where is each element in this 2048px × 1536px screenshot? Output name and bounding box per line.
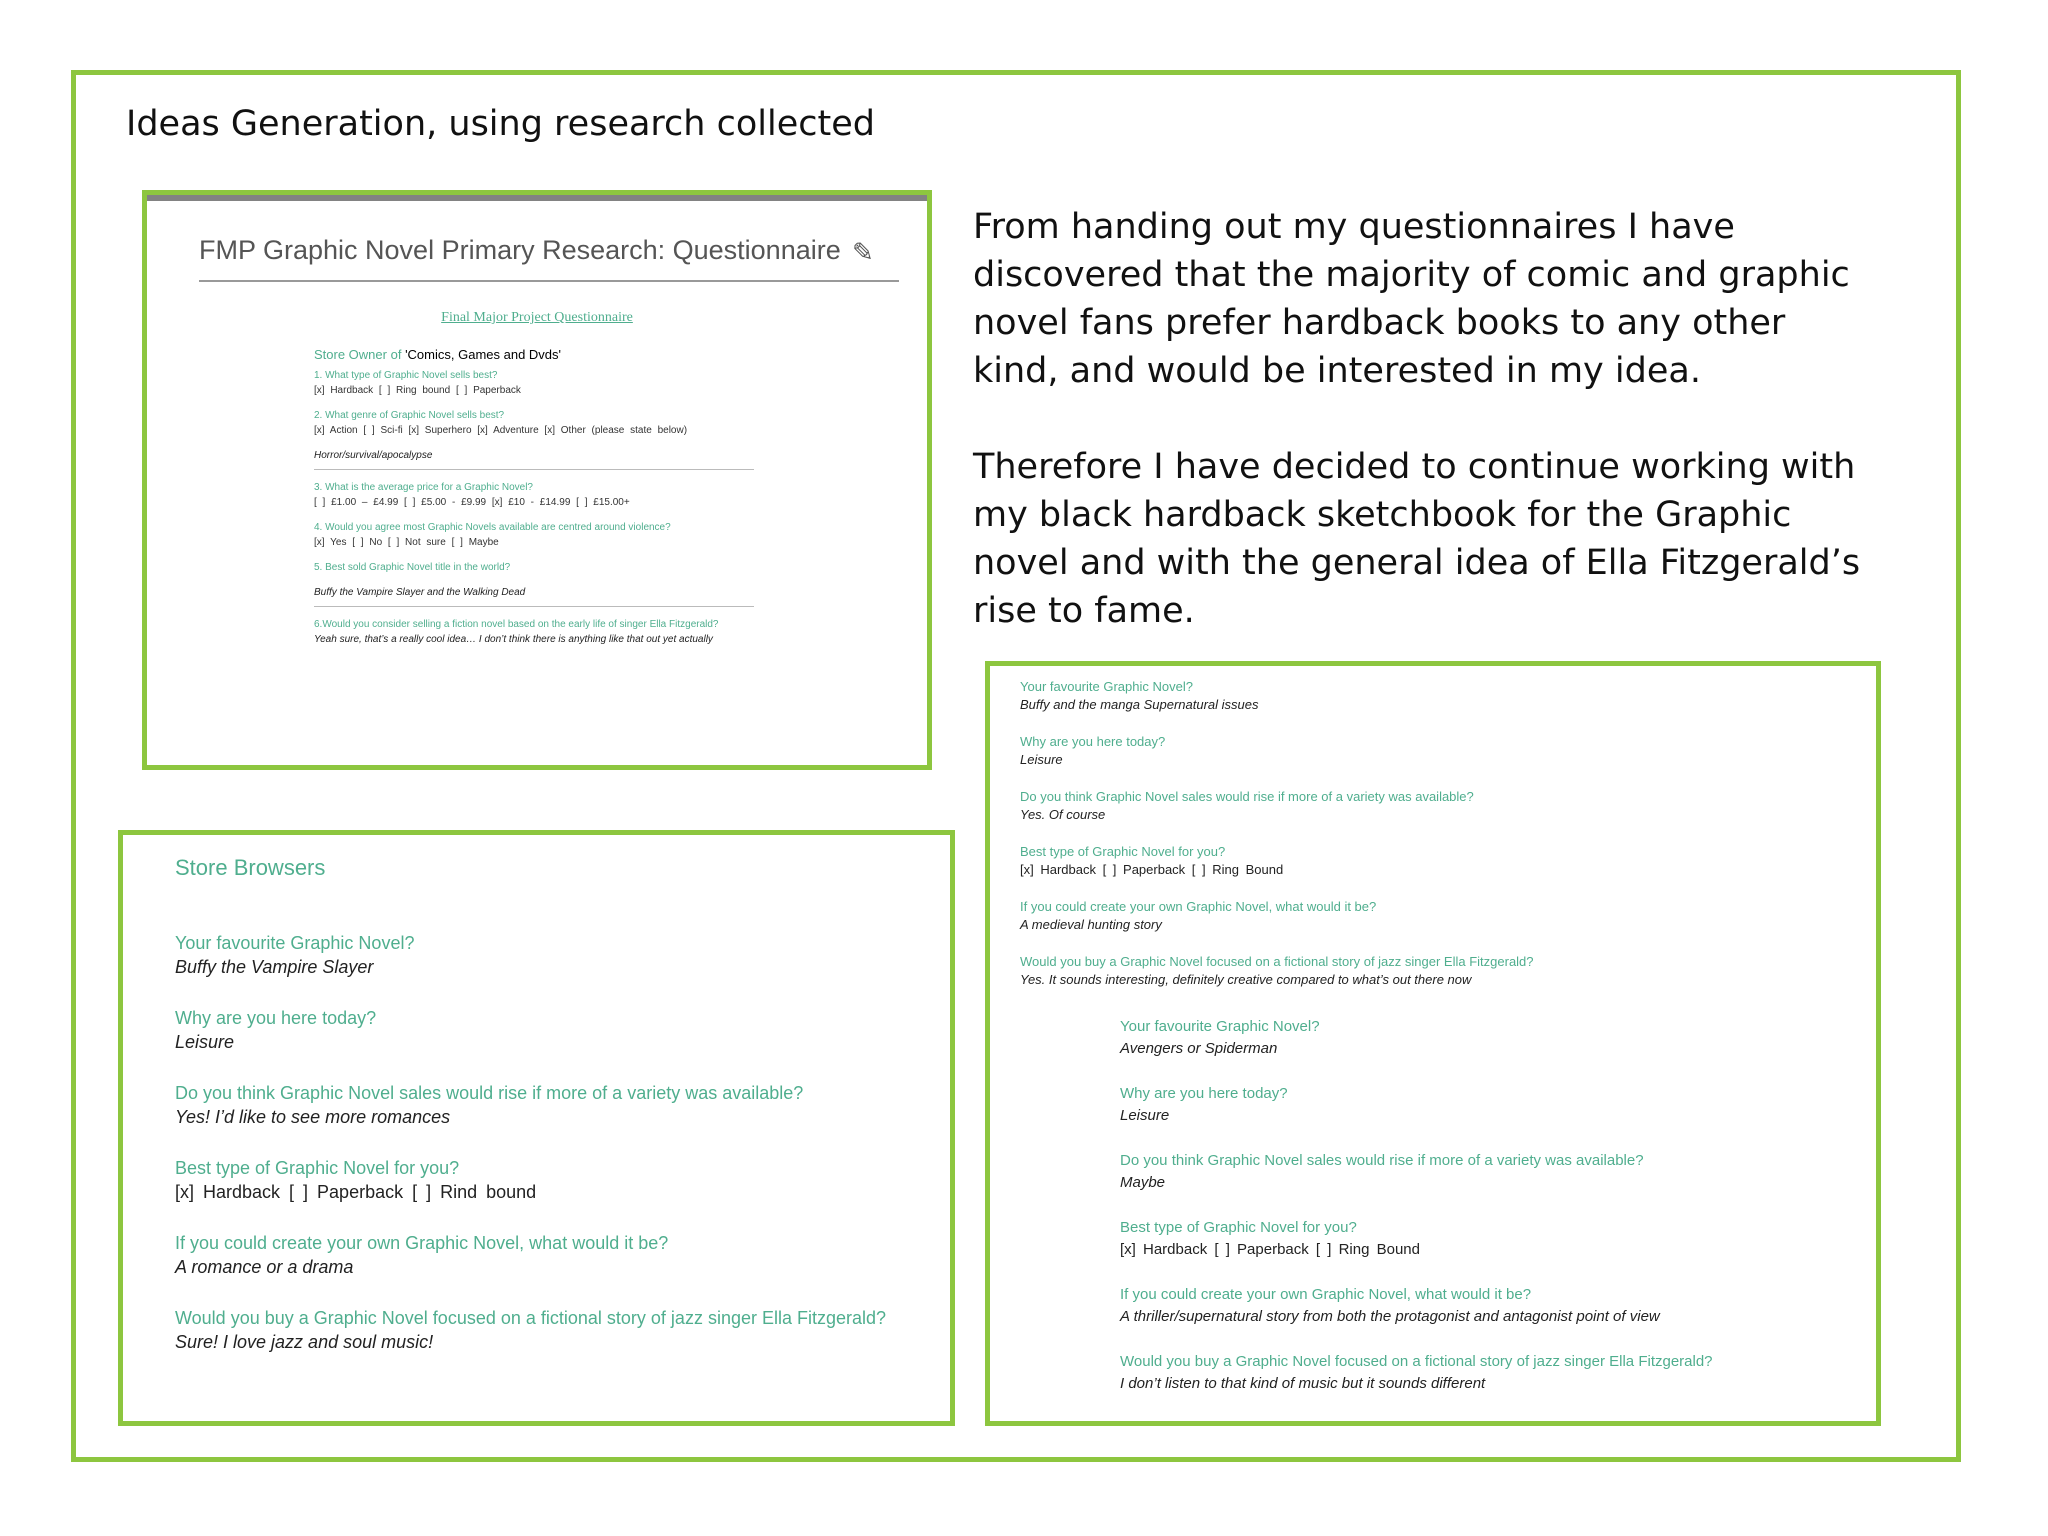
answer-text: Buffy the Vampire Slayer [175, 957, 374, 977]
question-text: Your favourite Graphic Novel? [1120, 1018, 1320, 1035]
list-item [1020, 678, 1850, 714]
decision-paragraph: Therefore I have decided to continue working with my black hardback sketchbook for the Graphic novel and with the general idea of Ella Fitzgerald’s rise to fame. [973, 447, 1861, 631]
list-item [1020, 788, 1850, 824]
question-2-answer: Horror/survival/apocalypse [314, 450, 433, 461]
list-item [1020, 843, 1850, 879]
answer-text: Avengers or Spiderman [1120, 1040, 1278, 1057]
question-3: 3. What is the average price for a Graphic Novel? [314, 482, 533, 493]
answer-text: Maybe [1120, 1174, 1166, 1191]
questionnaire-heading: FMP Graphic Novel Primary Research: Questionnaire [199, 235, 841, 265]
list-item [1120, 1351, 1860, 1395]
answer-text: Yes. Of course [1020, 807, 1106, 822]
question-text: Do you think Graphic Novel sales would rise if more of a variety was available? [1020, 789, 1474, 804]
question-4: 4. Would you agree most Graphic Novels available are centred around violence? [314, 522, 671, 533]
answer-text: I don’t listen to that kind of music but it sounds different [1120, 1375, 1486, 1392]
list-item [1020, 733, 1850, 769]
question-text: Would you buy a Graphic Novel focused on a fictional story of jazz singer Ella Fitzgerald? [1120, 1353, 1713, 1370]
list-item [175, 1306, 935, 1354]
answer-text: Yes! I’d like to see more romances [175, 1107, 451, 1127]
question-6: 6.Would you consider selling a fiction novel based on the early life of singer Ella Fitzgerald? [314, 619, 719, 630]
answer-text: Leisure [1020, 752, 1063, 767]
list-item [1120, 1083, 1860, 1127]
divider [314, 469, 754, 470]
list-item [1020, 898, 1850, 934]
question-text: Do you think Graphic Novel sales would rise if more of a variety was available? [1120, 1152, 1644, 1169]
answer-text: A medieval hunting story [1020, 917, 1162, 932]
questionnaire-image [142, 190, 932, 770]
question-text: Do you think Graphic Novel sales would rise if more of a variety was available? [175, 1083, 804, 1103]
questionnaire-subheading: Final Major Project Questionnaire [441, 310, 633, 325]
answer-text: Leisure [175, 1032, 235, 1052]
answer-text: A romance or a drama [175, 1257, 354, 1277]
list-item [1020, 953, 1850, 987]
pencil-icon: ✎ [852, 237, 874, 267]
question-text: Your favourite Graphic Novel? [1020, 679, 1193, 694]
question-text: Why are you here today? [1120, 1085, 1288, 1102]
findings-paragraph: From handing out my questionnaires I have discovered that the majority of comic and graphic novel fans prefer hardback books to any other kind, and would be interested in my idea. [973, 207, 1850, 391]
store-owner-label: Store Owner of [314, 347, 402, 362]
heading-rule [199, 280, 899, 282]
question-2: 2. What genre of Graphic Novel sells best? [314, 410, 505, 421]
list-item [175, 931, 935, 979]
store-browsers-title: Store Browsers [175, 855, 326, 880]
store-browsers-right-image [985, 661, 1881, 1426]
question-4-options: [x] Yes [ ] No [ ] Not sure [ ] Maybe [314, 537, 499, 548]
question-5-answer: Buffy the Vampire Slayer and the Walking Dead [314, 587, 526, 598]
list-item [1120, 1016, 1860, 1060]
question-text: Best type of Graphic Novel for you? [175, 1158, 460, 1178]
top-border-line [147, 195, 927, 201]
list-item [175, 1231, 935, 1279]
list-item [1120, 1150, 1860, 1194]
list-item [175, 1081, 935, 1129]
answer-text: Leisure [1120, 1107, 1170, 1124]
answer-text: [x] Hardback [ ] Paperback [ ] Ring Bound [1120, 1241, 1420, 1258]
question-text: Best type of Graphic Novel for you? [1020, 844, 1226, 859]
question-text: If you could create your own Graphic Novel, what would it be? [1020, 899, 1377, 914]
store-owner-value: 'Comics, Games and Dvds' [405, 347, 562, 362]
question-text: If you could create your own Graphic Novel, what would it be? [1120, 1286, 1532, 1303]
slide-title: Ideas Generation, using research collected [126, 104, 875, 144]
list-item [175, 1156, 935, 1204]
list-item [1120, 1217, 1860, 1261]
question-1: 1. What type of Graphic Novel sells best? [314, 370, 498, 381]
answer-text: A thriller/supernatural story from both the protagonist and antagonist point of view [1120, 1308, 1660, 1325]
divider [314, 606, 754, 607]
answer-text: [x] Hardback [ ] Paperback [ ] Rind bound [175, 1182, 537, 1202]
question-text: Would you buy a Graphic Novel focused on a fictional story of jazz singer Ella Fitzgerald? [1020, 954, 1534, 969]
question-text: Why are you here today? [175, 1008, 377, 1028]
question-3-options: [ ] £1.00 – £4.99 [ ] £5.00 - £9.99 [x] £10 - £14.99 [ ] £15.00+ [314, 497, 630, 508]
answer-text: Buffy and the manga Supernatural issues [1020, 697, 1259, 712]
question-text: Your favourite Graphic Novel? [175, 933, 415, 953]
answer-text: Yes. It sounds interesting, definitely creative compared to what’s out there now [1020, 972, 1472, 987]
store-browsers-left-image [118, 830, 955, 1426]
question-text: Would you buy a Graphic Novel focused on a fictional story of jazz singer Ella Fitzgerald? [175, 1308, 887, 1328]
question-6-answer: Yeah sure, that’s a really cool idea… I don’t think there is anything like that out yet actually [314, 634, 713, 645]
question-2-options: [x] Action [ ] Sci-fi [x] Superhero [x] Adventure [x] Other (please state below) [314, 425, 688, 436]
question-1-options: [x] Hardback [ ] Ring bound [ ] Paperback [314, 385, 521, 396]
answer-text: [x] Hardback [ ] Paperback [ ] Ring Bound [1020, 862, 1284, 877]
browser-response-b [1120, 1016, 1860, 1418]
question-text: Best type of Graphic Novel for you? [1120, 1219, 1357, 1236]
browser-response-a [1020, 678, 1850, 987]
list-item [1120, 1284, 1860, 1328]
question-text: If you could create your own Graphic Novel, what would it be? [175, 1233, 669, 1253]
question-5: 5. Best sold Graphic Novel title in the world? [314, 562, 511, 573]
list-item [175, 1006, 935, 1054]
questionnaire-body [314, 347, 874, 647]
question-text: Why are you here today? [1020, 734, 1166, 749]
answer-text: Sure! I love jazz and soul music! [175, 1332, 434, 1352]
